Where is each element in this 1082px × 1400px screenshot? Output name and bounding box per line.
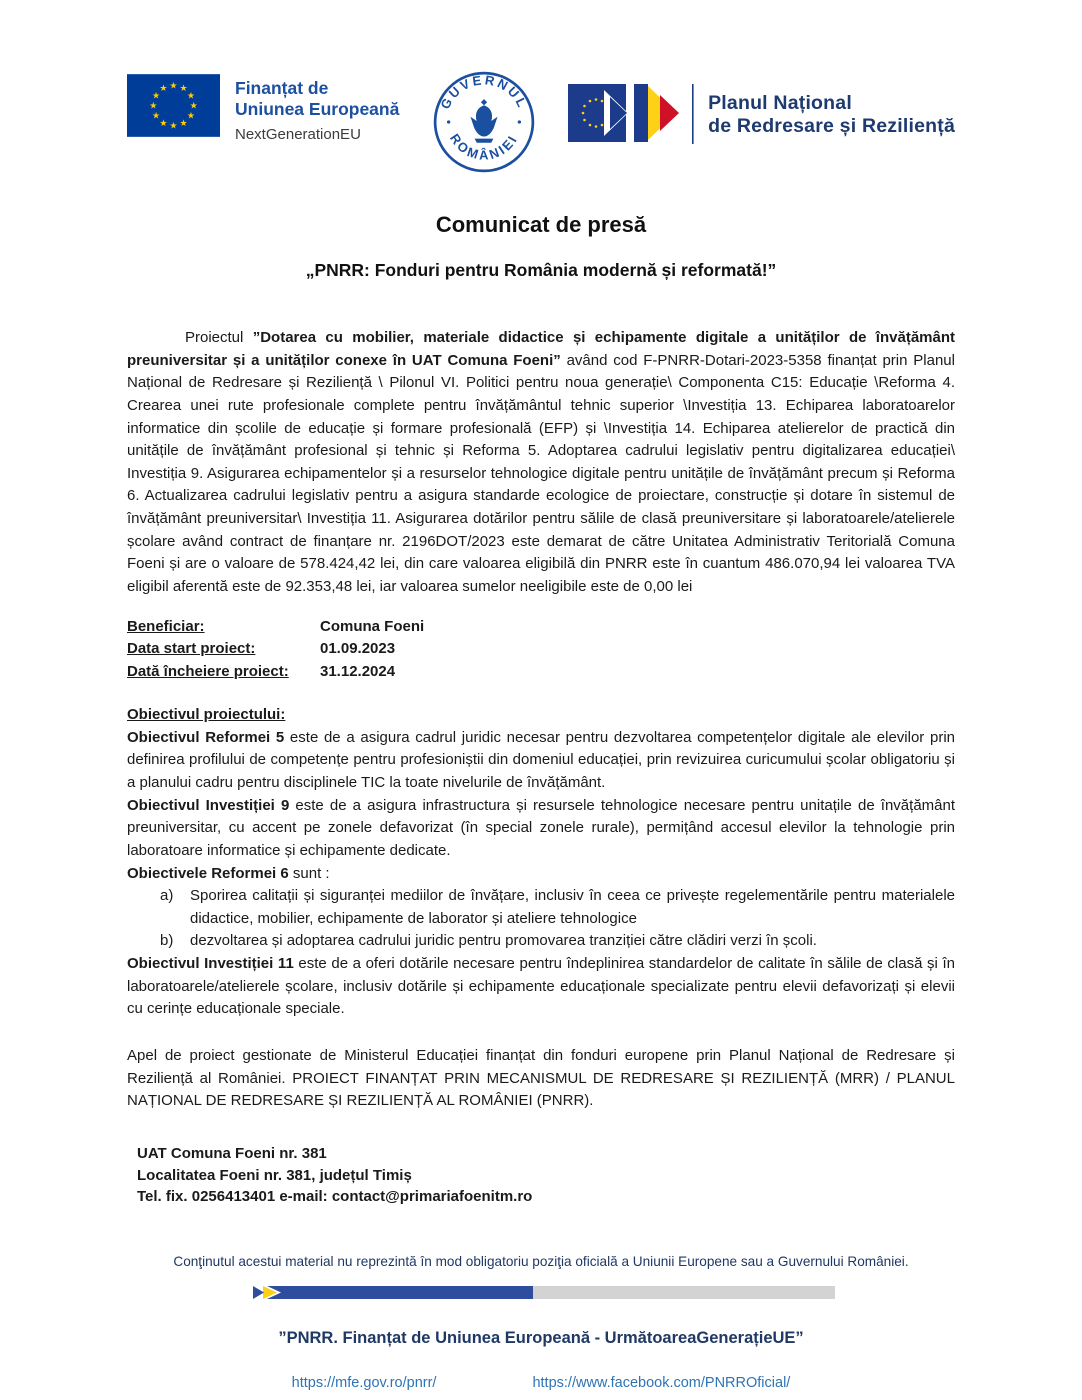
reform6-text: sunt :: [288, 864, 330, 882]
intro-rest: având cod F-PNRR-Dotari-2023-5358 finanțat prin Planul Național de Redresare și Reziliență \ Pilonul VI. Politici pentru noua generație\ Componenta C15: Educație \Reforma 4. Crearea unei rute profesionale complete pentru învățământul tehnic superior \Investiția 13. Echiparea laboratoarelor informatice din școlile de educație și formare profesională (EFP) și \Investiția 14. Echiparea atelierelor de practică din unitățile de învățământ profesional și tehnic și Reforma 5. Adoptarea cadrului legislativ pentru digitalizarea educației\ Investiția 9. Asigurarea echipamentelor și a resurselor tehnologice digitale pentru unitățile de învățământ precum și Reforma 6. Actualizarea cadrului legislativ pentru a asigura standarde ecologice de proiectare, construcție și dotare în sistemul de învățământ preuniversitar\ Investiția 11. Asigurarea dotărilor pentru sălile de clasă preuniversitare și laboratoarele/atelierele școlare având contract de finanțare nr. 2196DOT/2023 este demarat de către Unitatea Administrativ Teritorială Comuna Foeni și are o valoare de 578.424,42 lei, din care valoarea eligibilă din PNRR este în cuantum 486.070,94 lei valoarea TVA eligibil aferentă este de 92.353,48 lei, iar valoarea sumelor neeligibile este de 0,00 lei: [127, 351, 955, 596]
intro-lead: Proiectul: [185, 329, 253, 346]
svg-text:★: ★: [189, 101, 198, 112]
beneficiary-label: Beneficiar:: [127, 617, 205, 635]
reform6-label: Obiectivele Reformei 6: [127, 864, 289, 882]
pnrr-logo-line2: de Redresare și Reziliență: [708, 115, 955, 137]
svg-text:★: ★: [169, 121, 178, 132]
svg-text:★: ★: [151, 91, 161, 102]
funding-paragraph: Apel de proiect gestionate de Ministerul Educației finanțat din fonduri europene prin Planul Național de Redresare și Reziliență al României. PROIECT FINANȚAT PRIN MECANISMUL DE REDRESARE ȘI REZILIENȚĂ (MRR) / PLANUL NAȚIONAL DE REDRESARE ȘI REZILIENȚĂ AL ROMÂNIEI (PNRR).: [127, 1047, 955, 1110]
pnrr-motto: ”PNRR. Finanțat de Uniunea Europeană - UrmătoareaGenerațieUE”: [278, 1329, 804, 1348]
invest9-text: este de a asigura infrastructura și resursele tehnologice necesare pentru unitațile de învățământ preuniversitar, cu accent pe zonele defavorizat (în special zonele rurale), permițând accesul elevilor la tehnologie prin laboratoare informatice și echipamente dedicate.: [127, 796, 956, 859]
eagle-emblem: [470, 99, 497, 143]
project-title: ”Dotarea cu mobilier, materiale didactice și echipamente digitale a unităților de învățământ preuniversitar și a unităților conexe în UAT Comuna Foeni”: [127, 329, 955, 369]
svg-text:★: ★: [159, 119, 168, 130]
objectives-heading: Obiectivul proiectului:: [127, 706, 286, 724]
start-date-value: 01.09.2023: [320, 640, 396, 658]
svg-text:GUVERNUL: GUVERNUL: [437, 72, 531, 112]
objectives-list: [127, 885, 955, 953]
invest9-label: Obiectivul Investiției 9: [127, 796, 290, 814]
pnrr-logo-line1: Planul Național: [708, 91, 852, 114]
svg-text:ROMÂNIEI: ROMÂNIEI: [446, 130, 521, 163]
svg-text:★: ★: [151, 111, 161, 122]
reform5-label: Obiectivul Reformei 5: [127, 728, 285, 746]
reform5-text: este de a asigura cadrul juridic necesar pentru dezvoltarea competențelor digitale ale elevilor prin definirea profilului de competențe pentru profesioniștii din domeniul educației, prin revizuirea curicumului școlar obligatoriu și a planului cadru pentru disciplinele TIC la toate nivelurile de învățământ.: [127, 728, 955, 791]
reform5-paragraph: [127, 727, 955, 795]
list-text-b: dezvoltarea și adoptarea cadrului juridic pentru promovarea tranziției către clădiri verzi în școli.: [190, 932, 817, 950]
eu-logo-line1: Finanțat de: [235, 78, 329, 98]
list-marker-a: a): [160, 887, 174, 905]
list-item: [127, 930, 955, 953]
svg-text:★: ★: [179, 84, 188, 95]
table-row: [127, 638, 955, 661]
gov-seal-icon: [432, 70, 536, 174]
gov-romania-seal: [432, 70, 536, 178]
intro-paragraph: [127, 327, 955, 599]
invest11-text: este de a oferi dotările necesare pentru îndeplinirea standardelor de calitate în sălile de clasă și în laboratoarele/atelierele școlare, inclusiv dotările și echipamente educaționale specializate pentru elevii defavorizați și elevii cu cerințe educaționale speciale.: [127, 955, 955, 1018]
eu-logo-line3: NextGenerationEU: [235, 125, 361, 143]
reform6-paragraph: [127, 863, 955, 886]
disclaimer-text: Conţinutul acestui material nu reprezintă în mod obligatoriu poziţia oficială a Uniunii Europene sau a Guvernului României.: [173, 1254, 909, 1270]
svg-text:★: ★: [149, 101, 158, 112]
invest9-paragraph: [127, 795, 955, 863]
svg-text:★: ★: [169, 81, 178, 92]
facebook-link[interactable]: https://www.facebook.com/PNRROficial/: [532, 1375, 791, 1392]
contact-block: [127, 1143, 955, 1208]
invest11-label: Obiectivul Investiției 11: [127, 955, 294, 973]
pnrr-logo-icon: [568, 84, 698, 146]
list-item: [127, 885, 955, 930]
end-date-label: Dată încheiere proiect:: [127, 662, 289, 680]
contact-line1: UAT Comuna Foeni nr. 381: [137, 1144, 327, 1162]
invest11-paragraph: [127, 953, 955, 1021]
list-marker-b: b): [160, 932, 174, 950]
start-date-label: Data start proiect:: [127, 640, 256, 658]
logo-header: [127, 0, 955, 176]
footer-links: [127, 1375, 955, 1391]
svg-text:★: ★: [179, 119, 188, 130]
end-date-value: 31.12.2024: [320, 662, 396, 680]
table-row: [127, 616, 955, 639]
mfe-link[interactable]: https://mfe.gov.ro/pnrr/: [291, 1375, 437, 1392]
eu-funded-logo: [127, 74, 399, 144]
svg-text:★: ★: [186, 91, 196, 102]
progress-bar-icon: [253, 1286, 835, 1299]
table-row: [127, 661, 955, 684]
svg-text:★: ★: [159, 84, 168, 95]
page-subtitle: „PNRR: Fonduri pentru România modernă și reformată!”: [305, 260, 777, 280]
pnrr-logo: [568, 84, 955, 146]
eu-logo-line2: Uniunea Europeană: [235, 99, 400, 120]
contact-line3: Tel. fix. 0256413401 e-mail: contact@primariafoenitm.ro: [137, 1188, 533, 1206]
contact-line2: Localitatea Foeni nr. 381, județul Timiș: [137, 1166, 412, 1184]
beneficiary-value: Comuna Foeni: [320, 617, 425, 635]
list-text-a: Sporirea calitații și siguranței mediilor de învățare, inclusiv în ceea ce privește regelementările pentru materialele didactice, mobilier, echipamente de laborator și ateliere tehnologice: [190, 887, 955, 927]
eu-flag-icon: [127, 74, 220, 137]
project-details: [127, 616, 955, 684]
svg-text:★: ★: [186, 111, 196, 122]
decorative-progress-bar: [253, 1286, 955, 1303]
page-title: Comunicat de presă: [435, 212, 647, 237]
